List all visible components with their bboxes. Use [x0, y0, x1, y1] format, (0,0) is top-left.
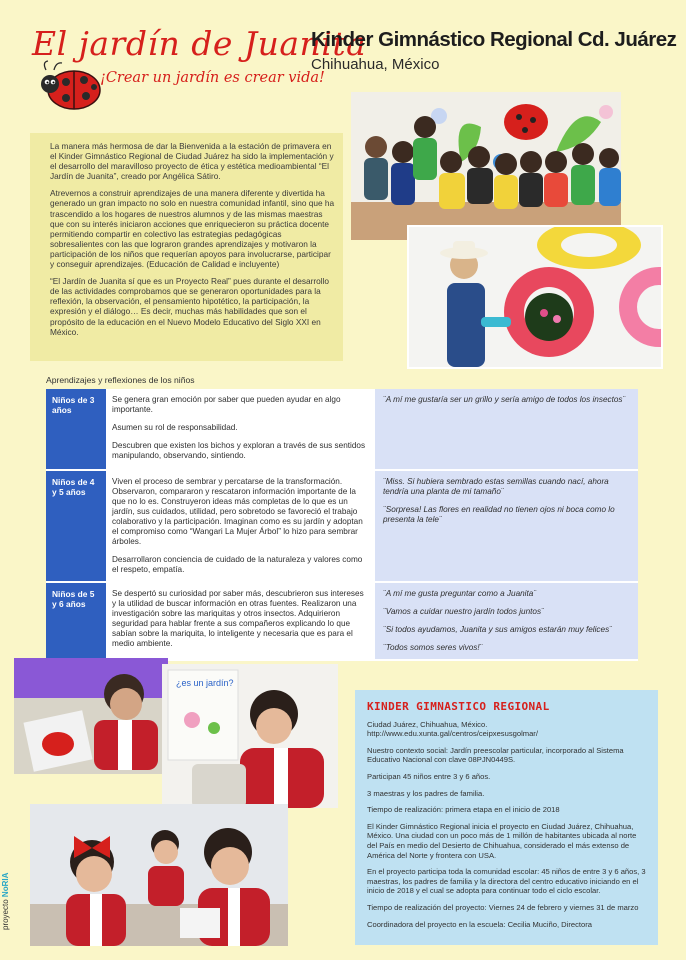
quote-item: ¨Vamos a cuidar nuestro jardín todos juntos¨ [383, 607, 544, 616]
table-row [46, 471, 638, 583]
ladybug-icon [38, 58, 108, 112]
school-info-box [355, 690, 658, 945]
info-line: Nuestro contexto social: Jardín preescolar particular, incorporado al Sistema Educativo Nacional con clave 08PJN0449S. [367, 745, 624, 765]
age-cell: Niños de 4 y 5 años [46, 471, 106, 581]
info-line: Tiempo de realización: primera etapa en el inicio de 2018 [367, 805, 560, 815]
photo-tire-garden [407, 225, 663, 369]
learning-item: Descubren que existen los bichos y exploran a través de sus sentidos manipulando, observando, sintiendo. [112, 441, 366, 460]
quotes-cell [375, 389, 638, 469]
photo-children-group [351, 92, 621, 240]
intro-paragraph: “El Jardín de Juanita sí que es un Proyecto Real” pues durante el desarrollo de las actividades comprobamos que se generaron oportunidades para la reflexión, la observación, el pensamiento hipotético, la participación, la expresión y el diálogo… Es decir, muchas más habilidades que son el propósito de la educación en el Nuevo Modelo Educativo del Siglo XXI en México. [50, 276, 330, 337]
table-row [46, 389, 638, 471]
table-row [46, 583, 638, 661]
age-cell: Niños de 5 y 6 años [46, 583, 106, 659]
brand-prefix: proyecto [1, 899, 10, 930]
info-line: Coordinadora del proyecto en la escuela: Cecilia Muciño, Directora [367, 919, 592, 929]
quote-item: ¨A mí me gustaría ser un grillo y sería amigo de todos los insectos¨ [383, 395, 626, 404]
learning-cell [106, 389, 375, 469]
intro-paragraph: La manera más hermosa de dar la Bienvenida a la estación de primavera en el Kinder Gimnástico Regional de Ciudad Juárez ha sido la implementación y el desarrollo del maravilloso proyecto de ética y estética medioambiental “El Jardín de Juanita”, creado por Angélica Sátiro. [50, 141, 334, 182]
quotes-cell [375, 583, 638, 659]
learning-table [46, 389, 638, 661]
info-title: KINDER GIMNASTICO REGIONAL [367, 700, 550, 713]
learning-item: Desarrollaron conciencia de cuidado de la naturaleza y valores como el respeto, empatía. [112, 555, 363, 574]
photo-boy-reading-illustration [14, 658, 168, 774]
project-logo [26, 22, 367, 112]
logo-title: El jardín de Juanita [32, 24, 367, 63]
logo-slogan: ¡Crear un jardín es crear vida! [100, 70, 325, 86]
learning-cell [106, 471, 375, 581]
drawing-sign-text: ¿es un jardín? [176, 678, 234, 688]
quote-item: ¨Sorpresa! Las flores en realidad no tienen ojos ni boca como lo presenta la tele¨ [383, 505, 615, 524]
quote-item: ¨Todos somos seres vivos!¨ [383, 643, 483, 652]
info-line: El Kinder Gimnástico Regional inicia el proyecto en Ciudad Juárez, Chihuahua, México. Una ciudad con un poco más de 1 millón de habitantes ubicada al norte del País en medio del Desierto de Chihuahua, considerado el más extenso de América del Norte y frontera con USA. [367, 821, 637, 860]
intro-paragraph: Atrevernos a construir aprendizajes de una manera diferente y divertida ha generado un gran impacto no solo en nuestra comunidad infantil, sino que ha trascendido a los hogares de nuestros alumnos y de las mismas maestras que con su interés iniciaron acciones que enriquecieron su práctica docente permitiendo compartir en colectivo las estrategias pedagógicas sobresalientes con las que lograron grandes aprendizajes y motivaron la participación de los niños que requerían apoyos para involucrarse, participar y conseguir aprendizajes. (Educación de Calidad e incluyente) [50, 188, 335, 270]
quote-item: ¨Si todos ayudamos, Juanita y sus amigos estarán muy felices¨ [383, 625, 612, 634]
info-line: Participan 45 niños entre 3 y 6 años. [367, 771, 491, 781]
info-line: Tiempo de realización del proyecto: Viernes 24 de febrero y viernes 31 de marzo [367, 902, 639, 912]
school-name: Kinder Gimnástico Regional Cd. Juárez [311, 28, 677, 51]
brand-name: NoRIA [1, 872, 10, 898]
info-line: Ciudad Juárez, Chihuahua, México. http://www.edu.xunta.gal/centros/ceipxesusgolmar/ [367, 719, 538, 739]
learning-item: Se genera gran emoción por saber que pueden ayudar en algo importante. [112, 395, 341, 414]
learning-cell [106, 583, 375, 659]
age-cell: Niños de 3 años [46, 389, 106, 469]
learning-item: Asumen su rol de responsabilidad. [112, 423, 238, 432]
photo-boy-reading [14, 658, 168, 774]
photo-children-group-illustration [351, 92, 621, 240]
quote-item: ¨A mí me gusta preguntar como a Juanita¨ [383, 589, 537, 598]
info-line: En el proyecto participa toda la comunidad escolar: 45 niños de entre 3 y 6 años, 3 maestras, los padres de familia y la directora del centro educativo iniciando en el inicio de 2018 y el cual se adopta para continuar todo el ciclo escolar. [367, 867, 646, 896]
quotes-cell [375, 471, 638, 581]
learning-item: Se despertó su curiosidad por saber más, descubrieron sus intereses y la utilidad de buscar información en otras fuentes. Realizaron una investigación sobre las mariquitas y otros insectos. Adquirieron seguridad para hablar frente a sus compañeros explicando lo que sabían sobre la mariquita, lo inteligente y necesaria que es para el medio ambiente. [112, 589, 364, 648]
brand-footer [1, 873, 10, 930]
photo-children-class [30, 804, 288, 946]
table-caption: Aprendizajes y reflexiones de los niños [46, 375, 195, 385]
school-location: Chihuahua, México [311, 56, 440, 73]
learning-item: Viven el proceso de sembrar y percatarse de la transformación. Observaron, compararon y rescataron información importante de la que no lo es. Construyeron ideas más completas de lo que es un jardín, sus cuidados, utilidad, pero sobretodo se favoreció el trabajo colaborativo y la participación. Imaginan como es su jardín y adoptan el compromiso como “Wangari La Mujer Árbol” lo hizo para sembrar árboles. [112, 477, 363, 546]
photo-girl-drawing-illustration [162, 664, 338, 808]
intro-text-box [30, 133, 343, 361]
info-line: 3 maestras y los padres de familia. [367, 788, 485, 798]
quote-item: ¨Miss. Si hubiera sembrado estas semillas cuando nací, ahora tendría una planta de mi tamaño¨ [383, 477, 609, 496]
photo-children-class-illustration [30, 804, 288, 946]
photo-tire-garden-illustration [409, 227, 661, 367]
photo-girl-drawing [162, 664, 338, 808]
